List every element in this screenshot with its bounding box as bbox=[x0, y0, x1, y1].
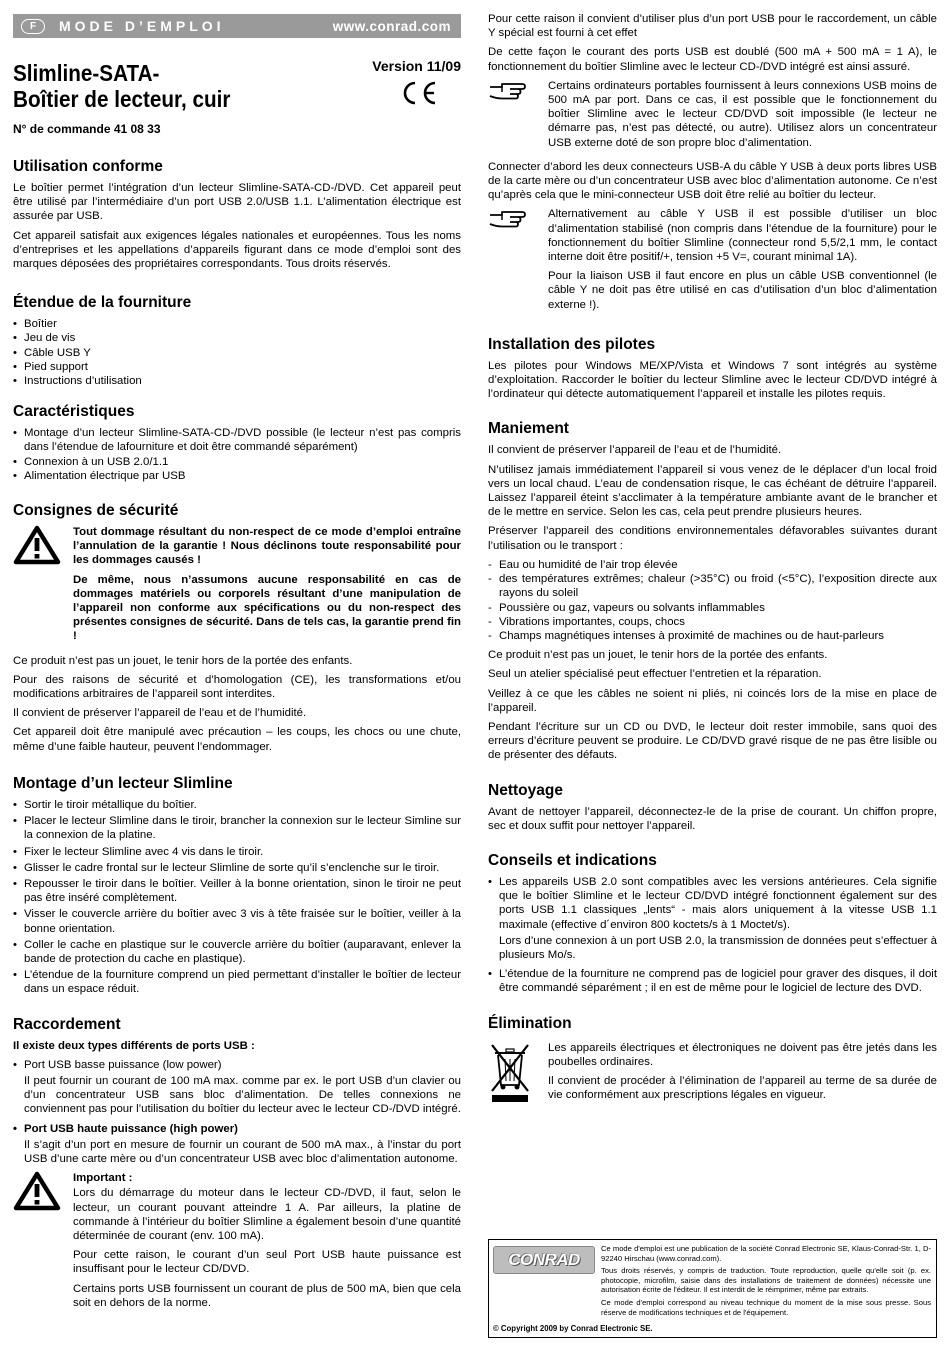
header-url[interactable]: www.conrad.com bbox=[332, 18, 451, 34]
note-text: Certains ordinateurs portables fournissent à leurs connexions USB moins de 500 mA par port. Dans ce cas, il est possible que le fonctionnement du boîtier Slimline avec le lecteur CD/DVD soit impossible (le lecteur ne démarre pas, n’est pas détecté, ou autre). Utilisez alors un concentrateur USB externe doté de son propre bloc d’alimentation. bbox=[548, 79, 937, 149]
note-block bbox=[488, 207, 937, 316]
warning-triangle-icon bbox=[13, 1171, 61, 1211]
paragraph: De cette façon le courant des ports USB est doublé (500 mA + 500 mA = 1 A), le fonctionnement du boîtier Slimline avec le lecteur CD-/DVD intégré est ainsi assuré. bbox=[488, 46, 937, 73]
list-item: • Instructions d’utilisation bbox=[13, 374, 461, 388]
publisher-box bbox=[488, 1239, 937, 1338]
list-item-high-power: • Port USB haute puissance (high power) bbox=[13, 1122, 461, 1136]
list-item: • Les appareils USB 2.0 sont compatibles avec les versions antérieures. Cela signifie que le boîtier Slimline et le lecteur CD/DVD intégré fonctionnent également sur des ports USB 1.1 classiques „lents“ - mais alors uniquement à la vitesse USB 1.1 maximale (effective d´environ 800 koctets/s à 1 Moctet/s). bbox=[488, 875, 937, 932]
paragraph: Connecter d’abord les deux connecteurs USB-A du câble Y USB à deux ports libres USB de la carte mère ou d’un concentrateur USB avec bloc d’alimentation autonome. Ce n’est qu’après cela que le mini-connecteur USB doit être relié au boîtier du lecteur. bbox=[488, 160, 937, 202]
language-badge: F bbox=[21, 19, 45, 34]
paragraph: Pendant l’écriture sur un CD ou DVD, le lecteur doit rester immobile, sans quoi des erreurs d’écriture peuvent se produire. Le CD/DVD gravé risque de ne pas être lisible ou de présenter des défauts. bbox=[488, 720, 937, 762]
section-heading-elimination: Élimination bbox=[488, 1014, 572, 1032]
paragraph: Ce produit n’est pas un jouet, le tenir hors de la portée des enfants. bbox=[488, 649, 828, 662]
fourniture-list bbox=[13, 317, 461, 388]
paragraph: Seul un atelier spécialisé peut effectuer l’entretien et la réparation. bbox=[488, 668, 822, 681]
section-heading-maniement: Maniement bbox=[488, 420, 569, 438]
list-item: • Pied support bbox=[13, 360, 461, 374]
section-heading-utilisation: Utilisation conforme bbox=[13, 158, 163, 175]
paragraph: Ce produit n’est pas un jouet, le tenir hors de la portée des enfants. bbox=[13, 654, 353, 667]
header-bar bbox=[13, 14, 461, 38]
list-item: • L’étendue de la fourniture ne comprend pas de logiciel pour graver des disques, il doit être commandé séparément ; il en est de même pour le logiciel de lecture des DVD. bbox=[488, 967, 937, 995]
elimination-block bbox=[488, 1041, 937, 1108]
paragraph: Pour des raisons de sécurité et d’homologation (CE), les transformations et/ou modifications arbitraires de l’appareil sont interdites. bbox=[13, 673, 461, 701]
list-item: • Repousser le tiroir dans le boîtier. Veiller à la bonne orientation, sinon le tiroir ne peut pas être inséré complètement. bbox=[13, 877, 461, 905]
crossed-bin-icon bbox=[488, 1041, 532, 1103]
publisher-text bbox=[601, 1244, 931, 1320]
paragraph: Cet appareil doit être manipulé avec précaution – les coups, les chocs ou une chute, même d’une faible hauteur, peuvent l’endommager. bbox=[13, 726, 461, 753]
product-title-line2: Boîtier de lecteur, cuir bbox=[13, 86, 231, 112]
list-item: • Placer le lecteur Slimline dans le tiroir, brancher la connexion sur le lecteur Simline sur la connexion de la platine. bbox=[13, 814, 461, 842]
paragraph: Veillez à ce que les câbles ne soient ni pliés, ni coincés lors de la mise en place de l’appareil. bbox=[488, 687, 937, 714]
paragraph: Les pilotes pour Windows ME/XP/Vista et Windows 7 sont intégrés au système d’exploitation. Raccorder le boîtier du lecteur Slimline avec le lecteur CD/DVD intégré à l’ordinateur qui détecte automatiquement l’appareil et installe les pilotes requis. bbox=[488, 359, 937, 401]
left-column bbox=[13, 14, 461, 1320]
section-heading-conseils: Conseils et indications bbox=[488, 851, 657, 869]
paragraph: Il convient de préserver l’appareil de l’eau et de l’humidité. bbox=[13, 707, 307, 720]
montage-list bbox=[13, 798, 461, 997]
paragraph: Cet appareil satisfait aux exigences légales nationales et européennes. Tous les noms d’entreprises et les appellations d’appareils figurant dans ce mode d’emploi sont des marques déposées des propriétaires correspondants. Tous droits réservés. bbox=[13, 229, 461, 271]
caracteristiques-list bbox=[13, 426, 461, 483]
list-item: - Vibrations importantes, coups, chocs bbox=[488, 615, 937, 629]
paragraph: Il s’agit d’un port en mesure de fournir un courant de 500 mA max., à l’instar du port USB d’une carte mère ou d’un concentrateur USB avec bloc d’alimentation autonome. bbox=[24, 1138, 461, 1165]
list-item: - Eau ou humidité de l’air trop élevée bbox=[488, 558, 937, 572]
paragraph: Lors du démarrage du moteur dans le lecteur CD-/DVD, il faut, selon le lecteur, un courant pouvant atteindre 1 A. Par ailleurs, la platine de commande à l’intérieur du boîtier Slimline a également besoin d’une quantité déterminée de courant (env. 100 mA). bbox=[73, 1187, 461, 1242]
warning-block bbox=[13, 525, 461, 649]
section-heading-nettoyage: Nettoyage bbox=[488, 781, 563, 799]
section-heading-montage: Montage d’un lecteur Slimline bbox=[13, 774, 233, 792]
version-label: Version 11/09 bbox=[372, 58, 461, 74]
warning-text: Tout dommage résultant du non-respect de ce mode d’emploi entraîne l’annulation de la garantie ! Nous déclinons toute responsabilité pour les dommages causés ! bbox=[73, 526, 461, 567]
note-text: Alternativement au câble Y USB il est possible d’utiliser un bloc d’alimentation stabilisé (non compris dans l’étendue de la fourniture) pour le fonctionnement du boîtier Slimline (connecteur rond 5,5/2,1 mm, le contact interne doit être positif/+, tension +5 V=, courant minimal 1A). bbox=[548, 208, 937, 264]
list-item: • Jeu de vis bbox=[13, 331, 461, 345]
list-item: • L’étendue de la fourniture comprend un pied permettant d’installer le boîtier de lecteur dans un espace réduit. bbox=[13, 968, 461, 996]
paragraph: Pour cette raison il convient d’utiliser plus d’un port USB pour le raccordement, un câble Y spécial est fourni à cet effet bbox=[488, 13, 937, 40]
list-item: - des températures extrêmes; chaleur (>35°C) ou froid (<5°C), l’exposition directe aux rayons du soleil bbox=[488, 572, 937, 600]
paragraph: Il convient de procéder à l’élimination de l’appareil au terme de sa durée de vie conformément aux prescriptions légales en vigueur. bbox=[548, 1074, 937, 1102]
list-item: • Fixer le lecteur Slimline avec 4 vis dans le tiroir. bbox=[13, 845, 461, 859]
low-power-list bbox=[13, 1058, 461, 1072]
list-item: - Champs magnétiques intenses à proximité de machines ou de haut-parleurs bbox=[488, 629, 937, 643]
note-text: Pour la liaison USB il faut encore en plus un câble USB conventionnel (le câble Y ne doit pas être utilisé en cas d’utilisation d’un bloc d’alimentation externe !). bbox=[548, 270, 937, 311]
section-heading-fourniture: Étendue de la fourniture bbox=[13, 294, 192, 312]
list-item: • Sortir le tiroir métallique du boîtier. bbox=[13, 798, 461, 812]
conseils-list-2 bbox=[488, 967, 937, 995]
product-title-line1: Slimline-SATA- bbox=[13, 60, 160, 86]
publisher-paragraph: Tous droits réservés, y compris de traduction. Toute reproduction, quelle qu'elle soit (p. ex. photocopie, microfilm, saisie dans des installations de traitement de données) nécessite une autorisation écrite de l'éditeur. Il est interdit de le réimprimer, même par extraits. bbox=[601, 1266, 931, 1295]
paragraph: Les appareils électriques et électroniques ne doivent pas être jetés dans les poubelles ordinaires. bbox=[548, 1041, 937, 1068]
paragraph: Il peut fournir un courant de 100 mA max. comme par ex. le port USB d’un clavier ou d’un concentrateur USB sans bloc d’alimentation. De telles connexions ne conviennent pas pour l’utilisation du boîtier du lecteur avec le lecteur CD-/DVD intégré. bbox=[24, 1074, 461, 1116]
ce-mark-icon bbox=[400, 80, 438, 106]
list-item: - Poussière ou gaz, vapeurs ou solvants inflammables bbox=[488, 601, 937, 615]
list-item: • Glisser le cadre frontal sur le lecteur Slimline de sorte qu’il s’enclenche sur le tiroir. bbox=[13, 861, 461, 875]
important-label: Important : bbox=[73, 1172, 133, 1185]
pointing-hand-icon bbox=[488, 79, 528, 101]
conseils-list bbox=[488, 875, 937, 932]
pointing-hand-icon bbox=[488, 207, 528, 229]
title-block bbox=[13, 58, 461, 158]
copyright-notice: © Copyright 2009 by Conrad Electronic SE. bbox=[493, 1324, 653, 1333]
paragraph: Il convient de préserver l’appareil de l’eau et de l’humidité. bbox=[488, 444, 782, 457]
note-block bbox=[488, 79, 937, 155]
list-item: • Câble USB Y bbox=[13, 346, 461, 360]
paragraph: Avant de nettoyer l’appareil, déconnectez-le de la prise de courant. Un chiffon propre, sec et doux suffit pour nettoyer l’appareil. bbox=[488, 805, 937, 832]
list-item: • Connexion à un USB 2.0/1.1 bbox=[13, 455, 461, 469]
list-item: • Boîtier bbox=[13, 317, 461, 331]
list-item: • Alimentation électrique par USB bbox=[13, 469, 461, 483]
section-heading-caracteristiques: Caractéristiques bbox=[13, 403, 135, 421]
high-power-list bbox=[13, 1122, 461, 1136]
order-number: N° de commande 41 08 33 bbox=[13, 122, 161, 136]
paragraph: Préserver l’appareil des conditions environnementales défavorables suivantes durant l’utilisation ou le transport : bbox=[488, 525, 937, 552]
list-item: • Visser le couvercle arrière du boîtier avec 3 vis à tête fraisée sur le boîtier, veiller à la bonne orientation. bbox=[13, 907, 461, 935]
warning-text: De même, nous n’assumons aucune responsabilité en cas de dommages matériels ou corporels résultant d’une manipulation de l’appareil non conforme aux spécifications ou du non-respect des présentes consignes de sécurité. Dans de tels cas, la garantie prend fin ! bbox=[73, 573, 461, 643]
paragraph: Certains ports USB fournissent un courant de plus de 500 mA, bien que cela soit en dehors de la norme. bbox=[73, 1282, 461, 1309]
product-title bbox=[13, 60, 230, 112]
section-heading-raccordement: Raccordement bbox=[13, 1015, 121, 1033]
publisher-paragraph: Ce mode d'emploi correspond au niveau technique du moment de la mise sous presse. Sous réserve de modifications techniques et de l'équipement. bbox=[601, 1297, 931, 1317]
list-item: • Montage d’un lecteur Slimline-SATA-CD-/DVD possible (le lecteur n’est pas compris dans l’étendue de lafourniture et doit être commandé séparément) bbox=[13, 426, 461, 454]
paragraph: Le boîtier permet l’intégration d’un lecteur Slimline-SATA-CD-/DVD. Cet appareil peut être utilisé par l’intermédiaire d’un port USB 2.0/USB 1.1. L’alimentation électrique est assurée par USB. bbox=[13, 182, 461, 223]
conrad-logo bbox=[493, 1246, 595, 1274]
conrad-logo-text: CONRAD bbox=[508, 1250, 580, 1269]
paragraph: N’utilisez jamais immédiatement l’appareil si vous venez de le déplacer d’un local froid vers un local chaud. L’eau de condensation risque, le cas échéant de détruire l’appareil. Laissez l’appareil éteint s’acclimater à la température ambiante avant de le brancher et de le mettre en service. Selon les cas, cela peut prendre plusieurs heures. bbox=[488, 463, 937, 519]
section-heading-pilotes: Installation des pilotes bbox=[488, 335, 656, 353]
raccordement-intro: Il existe deux types différents de ports USB : bbox=[13, 1039, 255, 1052]
list-item-low-power: • Port USB basse puissance (low power) bbox=[13, 1058, 461, 1072]
publisher-paragraph: Ce mode d'emploi est une publication de la société Conrad Electronic SE, Klaus-Conrad-Str. 1, D-92240 Hirschau (www.conrad.com). bbox=[601, 1244, 931, 1263]
conditions-list bbox=[488, 558, 937, 643]
paragraph: Lors d’une connexion à un port USB 2.0, la transmission de données peut s’effectuer à plusieurs Mo/s. bbox=[499, 934, 937, 961]
list-item: • Coller le cache en plastique sur le couvercle arrière du boîtier (auparavant, enlever la bande de protection du cache en plastique). bbox=[13, 938, 461, 966]
paragraph: Pour cette raison, le courant d’un seul Port USB haute puissance est insuffisant pour le lecteur CD/DVD. bbox=[73, 1249, 461, 1276]
right-column bbox=[488, 12, 937, 1113]
warning-triangle-icon bbox=[13, 525, 61, 565]
section-heading-securite: Consignes de sécurité bbox=[13, 502, 179, 520]
header-title: MODE D’EMPLOI bbox=[59, 18, 225, 34]
important-block bbox=[13, 1171, 461, 1315]
